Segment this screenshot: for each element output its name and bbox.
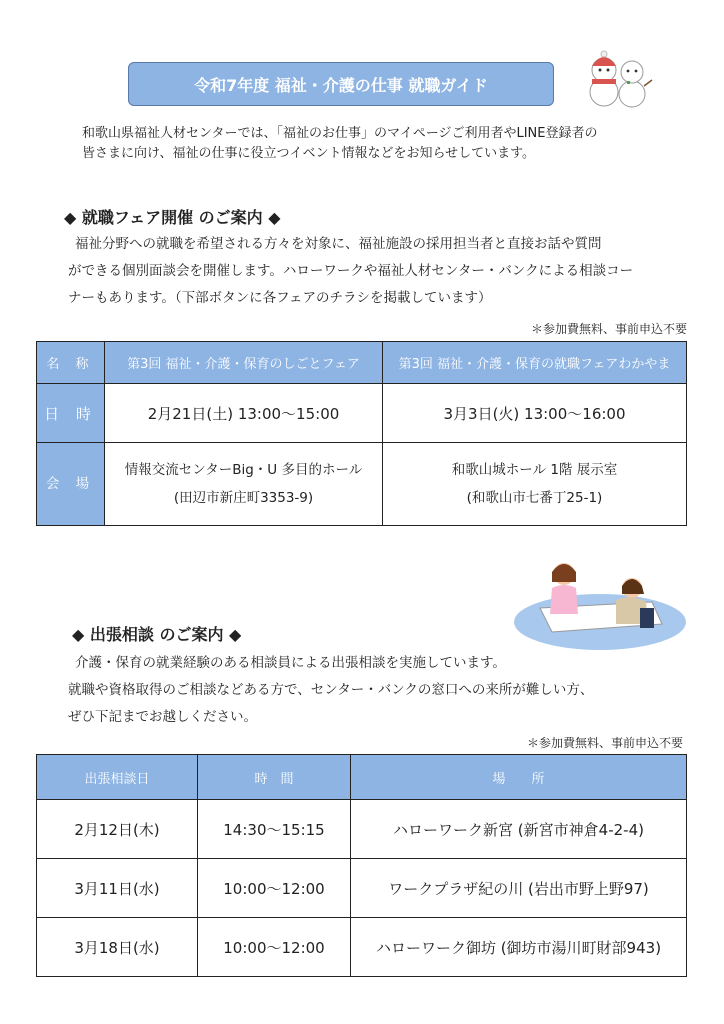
table-row — [37, 342, 687, 384]
event-venue: 情報交流センターBig・U 多目的ホール — [124, 462, 363, 478]
fair-note: ＊参加費無料、事前申込不要 — [530, 322, 687, 336]
fair-description — [68, 231, 688, 312]
event-address: (田辺市新庄町3353-9) — [173, 490, 314, 506]
event-name: 第3回 福祉・介護・保育の就職フェアわかやま — [383, 342, 687, 384]
table-row — [37, 384, 687, 443]
intro-line: 和歌山県福祉人材センターでは、「福祉のお仕事」のマイページご利用者やLINE登録者の — [82, 126, 598, 141]
consult-time: 10:00～12:00 — [198, 859, 351, 918]
fair-para-line: 福祉分野への就職を希望される方々を対象に、福祉施設の採用担当者と直接お話や質問 — [75, 236, 602, 252]
event-venue-cell — [383, 443, 687, 526]
table-row — [37, 859, 687, 918]
consult-place: ワークプラザ紀の川 (岩出市野上野97) — [351, 859, 687, 918]
fair-heading: ◆ 就職フェア開催 のご案内 ◆ — [64, 208, 281, 227]
event-address: (和歌山市七番丁25-1) — [466, 490, 603, 506]
intro-text — [82, 124, 682, 164]
consult-para-line: 介護・保育の就業経験のある相談員による出張相談を実施しています。 — [75, 655, 506, 671]
snowman-illustration — [582, 48, 654, 110]
event-datetime: 3月3日(火) 13:00～16:00 — [383, 384, 687, 443]
consult-date: 3月11日(水) — [37, 859, 198, 918]
label-name: 名 称 — [37, 342, 105, 384]
consult-date: 2月12日(木) — [37, 800, 198, 859]
fair-para-line: ナーもあります。（下部ボタンに各フェアのチラシを掲載しています） — [68, 290, 492, 306]
consult-place: ハローワーク御坊 (御坊市湯川町財部943) — [351, 918, 687, 977]
consult-para-line: 就職や資格取得のご相談などある方で、センター・バンクの窓口への来所が難しい方、 — [68, 682, 594, 698]
page-title: 令和7年度 福祉・介護の仕事 就職ガイド — [128, 62, 554, 106]
table-row — [37, 443, 687, 526]
event-datetime: 2月21日(土) 13:00～15:00 — [105, 384, 383, 443]
consult-place: ハローワーク新宮 (新宮市神倉4-2-4) — [351, 800, 687, 859]
consult-time: 14:30～15:15 — [198, 800, 351, 859]
consult-heading: ◆ 出張相談 のご案内 ◆ — [72, 625, 242, 644]
column-header: 場 所 — [351, 755, 687, 800]
meeting-illustration — [512, 558, 688, 654]
consult-description — [68, 650, 688, 731]
column-header: 時 間 — [198, 755, 351, 800]
table-row — [37, 800, 687, 859]
table-header-row — [37, 755, 687, 800]
consult-para-line: ぜひ下記までお越しください。 — [68, 709, 257, 725]
table-row — [37, 918, 687, 977]
label-date: 日 時 — [37, 384, 105, 443]
consult-time: 10:00～12:00 — [198, 918, 351, 977]
consult-date: 3月18日(水) — [37, 918, 198, 977]
label-venue: 会 場 — [37, 443, 105, 526]
column-header: 出張相談日 — [37, 755, 198, 800]
event-name: 第3回 福祉・介護・保育のしごとフェア — [105, 342, 383, 384]
fair-table — [36, 341, 687, 526]
consult-note: ＊参加費無料、事前申込不要 — [526, 736, 683, 750]
fair-para-line: ができる個別面談会を開催します。ハローワークや福祉人材センター・バンクによる相談コー — [68, 263, 634, 279]
intro-line: 皆さまに向け、福祉の仕事に役立つイベント情報などをお知らせしています。 — [82, 146, 536, 161]
event-venue: 和歌山城ホール 1階 展示室 — [451, 462, 618, 478]
event-venue-cell — [105, 443, 383, 526]
consult-table — [36, 754, 687, 977]
